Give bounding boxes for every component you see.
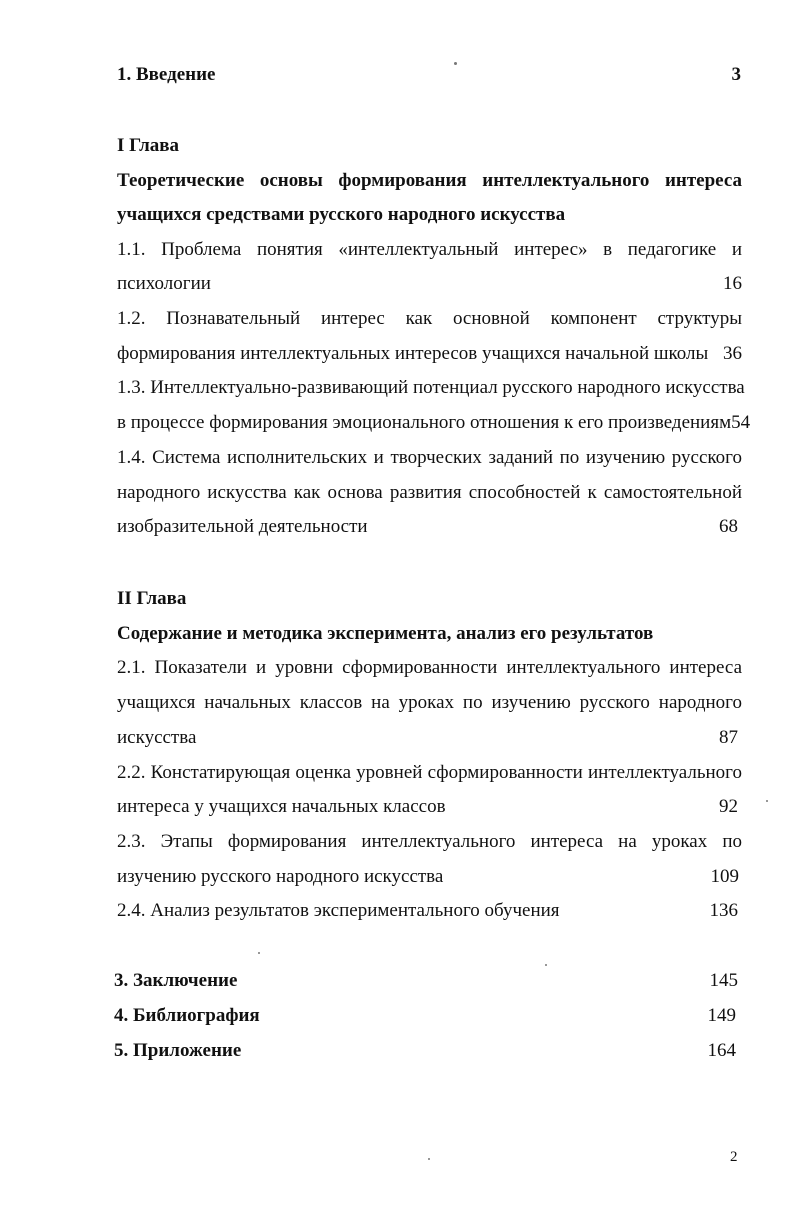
section-1-1-text: психологии (117, 273, 211, 294)
chapter1-title-line1: Теоретические основы формирования интеллектуального интереса (117, 170, 742, 191)
chapter1-title-line2: учащихся средствами русского народного искусства (117, 204, 566, 225)
toc-bibliography-label: 4. Библиография (114, 1005, 260, 1026)
section-1-2-page: 36 (723, 343, 742, 364)
section-1-3-line1: 1.3. Интеллектуально-развивающий потенциал русского народного искусства (117, 377, 745, 398)
section-2-3-line1: 2.3. Этапы формирования интеллектуального интереса на уроках по (117, 831, 742, 852)
section-1-4-line3 (117, 516, 742, 538)
section-2-2-page: 92 (719, 796, 738, 817)
section-1-4-text: изобразительной деятельности (117, 516, 368, 537)
section-2-2-text: интереса у учащихся начальных классов (117, 796, 446, 817)
scan-speck (454, 62, 457, 65)
section-1-2-line2 (117, 343, 742, 365)
toc-bibliography (114, 1005, 736, 1027)
section-2-1-line1: 2.1. Показатели и уровни сформированности интеллектуального интереса (117, 657, 742, 678)
scan-speck (766, 800, 768, 802)
section-1-4-line1: 1.4. Система исполнительских и творческих заданий по изучению русского (117, 447, 742, 468)
section-2-1-text: искусства (117, 727, 197, 748)
section-1-1-line1: 1.1. Проблема понятия «интеллектуальный интерес» в педагогике и (117, 239, 742, 260)
toc-appendix-page: 164 (707, 1040, 736, 1061)
section-2-3-text: изучению русского народного искусства (117, 866, 444, 887)
section-2-4 (117, 900, 742, 922)
section-2-1-line2: учащихся начальных классов на уроках по изучению русского народного (117, 692, 742, 713)
section-2-3-page: 109 (710, 866, 739, 887)
section-1-4-line2: народного искусства как основа развития способностей к самостоятельной (117, 482, 742, 503)
chapter2-heading: II Глава (117, 588, 187, 609)
section-1-2-line1: 1.2. Познавательный интерес как основной компонент структуры (117, 308, 742, 329)
toc-intro-label: 1. Введение (117, 64, 216, 85)
section-2-4-text: 2.4. Анализ результатов экспериментального обучения (117, 900, 560, 921)
toc-intro (117, 64, 741, 86)
section-1-1-page: 16 (723, 273, 742, 294)
toc-appendix-label: 5. Приложение (114, 1040, 242, 1061)
scan-speck (258, 952, 260, 954)
scan-speck (545, 964, 547, 966)
toc-intro-page: 3 (731, 64, 741, 85)
section-2-4-page: 136 (709, 900, 738, 921)
section-2-2-line1: 2.2. Констатирующая оценка уровней сформированности интеллектуального (117, 762, 742, 783)
toc-conclusion (114, 970, 738, 992)
section-1-2-text: формирования интеллектуальных интересов учащихся начальной школы (117, 343, 709, 364)
section-2-1-page: 87 (719, 727, 738, 748)
section-2-3-line2 (117, 866, 742, 888)
section-2-2-line2 (117, 796, 742, 818)
section-2-1-line3 (117, 727, 742, 749)
chapter1-heading: I Глава (117, 135, 180, 156)
toc-bibliography-page: 149 (707, 1005, 736, 1026)
scan-speck (428, 1158, 430, 1160)
chapter2-title: Содержание и методика эксперимента, анализ его результатов (117, 623, 654, 644)
toc-appendix (114, 1040, 736, 1062)
section-1-4-page: 68 (719, 516, 738, 537)
section-1-1-line2 (117, 273, 742, 295)
toc-conclusion-label: 3. Заключение (114, 970, 238, 991)
section-1-3-line2: в процессе формирования эмоционального отношения к его произведениям54 (117, 412, 751, 433)
footer-page-number: 2 (730, 1149, 738, 1165)
toc-conclusion-page: 145 (709, 970, 738, 991)
